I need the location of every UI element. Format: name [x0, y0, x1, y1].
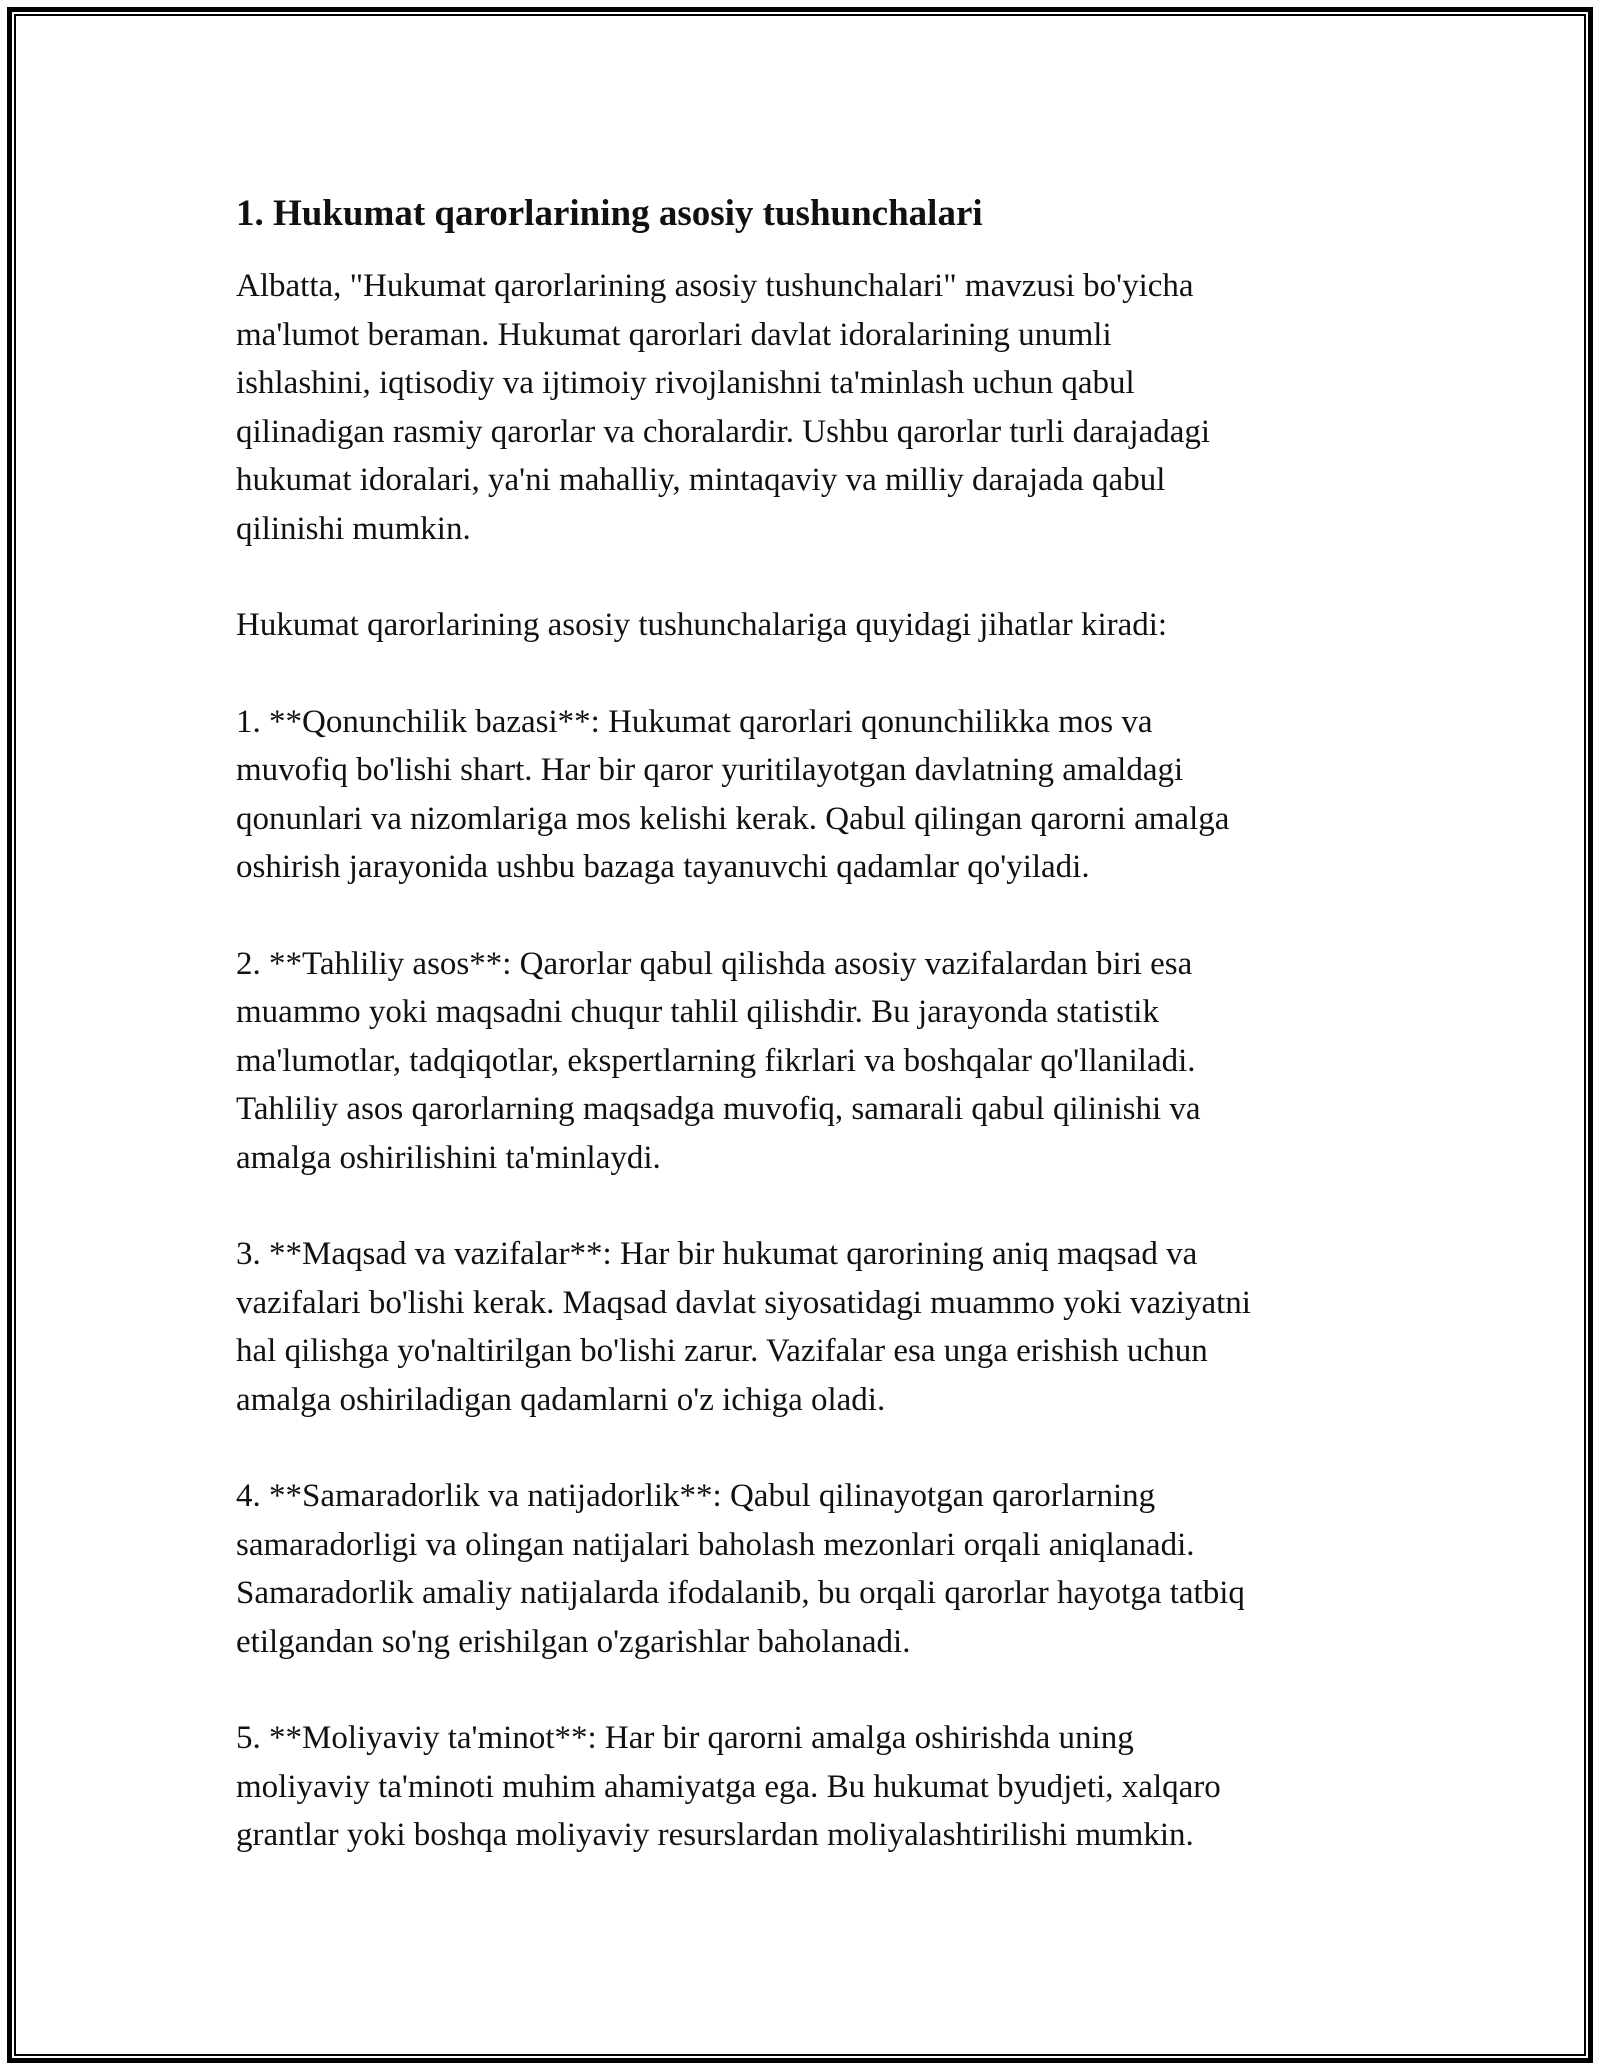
list-item-efficiency: 4. **Samaradorlik va natijadorlik**: Qabul qilinayotgan qarorlarning samaradorligi va olingan natijalari baholash mezonlari orqali aniqlanadi. Samaradorlik amaliy natijalarda ifodalanib, bu orqali qarorlar hayotga tatbiq etilgandan so'ng erishilgan o'zgarishlar baholanadi.	[236, 1478, 1245, 1660]
list-intro-paragraph: Hukumat qarorlarining asosiy tushunchalariga quyidagi jihatlar kiradi:	[236, 607, 1168, 643]
document-body	[236, 190, 1386, 1908]
document-title: 1. Hukumat qarorlarining asosiy tushunchalari	[236, 193, 983, 234]
list-item-legal-basis: 1. **Qonunchilik bazasi**: Hukumat qarorlari qonunchilikka mos va muvofiq bo'lishi shart. Har bir qaror yuritilayotgan davlatning amaldagi qonunlari va nizomlariga mos kelishi kerak. Qabul qilingan qarorni amalga oshirish jarayonida ushbu bazaga tayanuvchi qadamlar qo'yiladi.	[236, 703, 1230, 885]
list-item-financing: 5. **Moliyaviy ta'minot**: Har bir qarorni amalga oshirishda uning moliyaviy ta'minoti muhim ahamiyatga ega. Bu hukumat byudjeti, xalqaro grantlar yoki boshqa moliyaviy resurslardan moliyalashtirilishi mumkin.	[236, 1720, 1221, 1853]
list-item-goals-tasks: 3. **Maqsad va vazifalar**: Har bir hukumat qarorining aniq maqsad va vazifalari bo'lishi kerak. Maqsad davlat siyosatidagi muammo yoki vaziyatni hal qilishga yo'naltirilgan bo'lishi zarur. Vazifalar esa unga erishish uchun amalga oshiriladigan qadamlarni o'z ichiga oladi.	[236, 1236, 1251, 1418]
intro-paragraph: Albatta, "Hukumat qarorlarining asosiy tushunchalari" mavzusi bo'yicha ma'lumot beraman. Hukumat qarorlari davlat idoralarining unumli ishlashini, iqtisodiy va ijtimoiy rivojlanishni ta'minlash uchun qabul qilinadigan rasmiy qarorlar va choralardir. Ushbu qarorlar turli darajadagi hukumat idoralari, ya'ni mahalliy, mintaqaviy va milliy darajada qabul qilinishi mumkin.	[236, 268, 1211, 547]
list-item-analytical-basis: 2. **Tahliliy asos**: Qarorlar qabul qilishda asosiy vazifalardan biri esa muammo yoki maqsadni chuqur tahlil qilishdir. Bu jarayonda statistik ma'lumotlar, tadqiqotlar, ekspertlarning fikrlari va boshqalar qo'llaniladi. Tahliliy asos qarorlarning maqsadga muvofiq, samarali qabul qilinishi va amalga oshirilishini ta'minlaydi.	[236, 945, 1201, 1176]
